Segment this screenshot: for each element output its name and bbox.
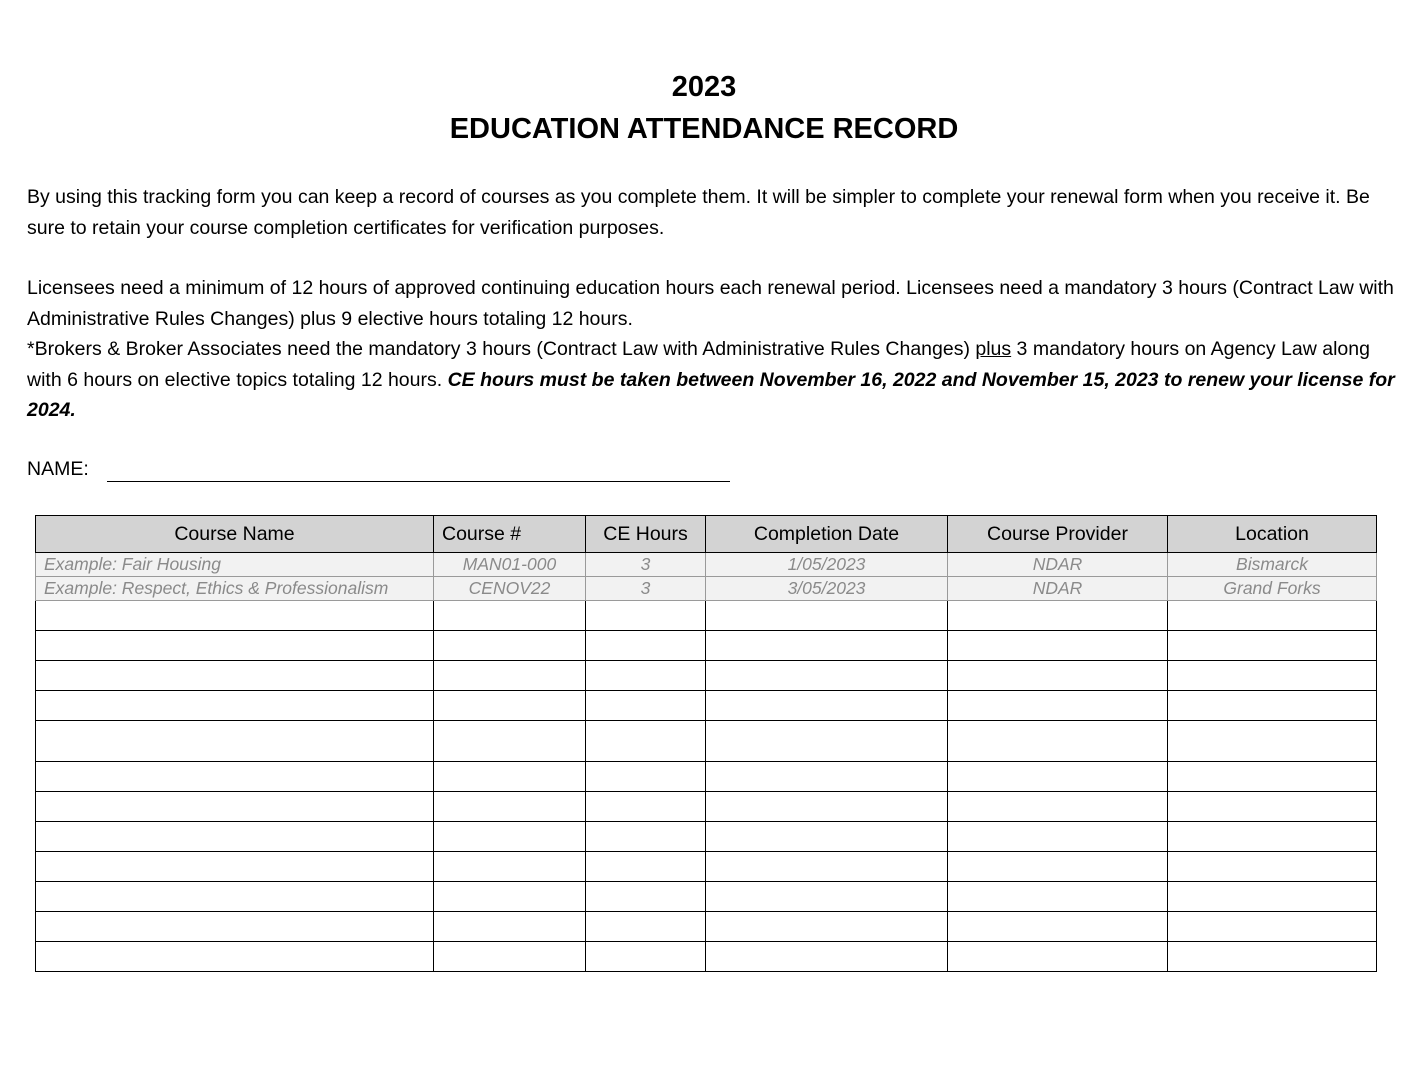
course-provider-cell[interactable] xyxy=(948,762,1168,792)
course-number-cell[interactable] xyxy=(434,882,586,912)
location-cell[interactable] xyxy=(1168,601,1377,631)
completion-date-cell[interactable] xyxy=(706,792,948,822)
course-name-cell[interactable] xyxy=(36,691,434,721)
table-row xyxy=(36,912,1377,942)
course-provider-cell[interactable] xyxy=(948,661,1168,691)
ce-hours-cell[interactable] xyxy=(586,822,706,852)
course-number-cell[interactable] xyxy=(434,601,586,631)
table-row xyxy=(36,822,1377,852)
location-cell[interactable] xyxy=(1168,792,1377,822)
example-row xyxy=(36,577,1377,601)
column-header-course-provider: Course Provider xyxy=(948,516,1168,553)
location-cell[interactable] xyxy=(1168,852,1377,882)
completion-date-cell[interactable] xyxy=(706,601,948,631)
course-name-cell[interactable] xyxy=(36,942,434,972)
course-number-cell[interactable] xyxy=(434,942,586,972)
completion-date-cell[interactable] xyxy=(706,721,948,762)
table-row xyxy=(36,661,1377,691)
example-course-name: Example: Respect, Ethics & Professionalism xyxy=(36,577,434,601)
course-name-cell[interactable] xyxy=(36,852,434,882)
broker-requirement-text: *Brokers & Broker Associates need the mandatory 3 hours (Contract Law with Administrative Rules Changes) xyxy=(27,338,976,360)
example-completion-date: 3/05/2023 xyxy=(706,577,948,601)
table-row xyxy=(36,942,1377,972)
location-cell[interactable] xyxy=(1168,762,1377,792)
example-row xyxy=(36,553,1377,577)
course-number-cell[interactable] xyxy=(434,631,586,661)
ce-hours-cell[interactable] xyxy=(586,721,706,762)
form-title: EDUCATION ATTENDANCE RECORD xyxy=(449,113,959,145)
location-cell[interactable] xyxy=(1168,631,1377,661)
form-year: 2023 xyxy=(671,71,737,103)
table-row xyxy=(36,762,1377,792)
example-course-name: Example: Fair Housing xyxy=(36,553,434,577)
table-row xyxy=(36,721,1377,762)
course-name-cell[interactable] xyxy=(36,822,434,852)
plus-emphasis: plus xyxy=(975,338,1012,360)
column-header-course-number: Course # xyxy=(434,516,586,553)
name-input-line[interactable] xyxy=(107,481,730,482)
completion-date-cell[interactable] xyxy=(706,661,948,691)
completion-date-cell[interactable] xyxy=(706,822,948,852)
column-header-completion-date: Completion Date xyxy=(706,516,948,553)
location-cell[interactable] xyxy=(1168,942,1377,972)
course-provider-cell[interactable] xyxy=(948,601,1168,631)
course-number-cell[interactable] xyxy=(434,691,586,721)
course-number-cell[interactable] xyxy=(434,852,586,882)
completion-date-cell[interactable] xyxy=(706,882,948,912)
column-header-location: Location xyxy=(1168,516,1377,553)
course-name-cell[interactable] xyxy=(36,661,434,691)
course-name-cell[interactable] xyxy=(36,631,434,661)
course-name-cell[interactable] xyxy=(36,792,434,822)
location-cell[interactable] xyxy=(1168,822,1377,852)
course-number-cell[interactable] xyxy=(434,792,586,822)
table-row xyxy=(36,852,1377,882)
course-number-cell[interactable] xyxy=(434,822,586,852)
ce-hours-cell[interactable] xyxy=(586,601,706,631)
location-cell[interactable] xyxy=(1168,912,1377,942)
course-name-cell[interactable] xyxy=(36,721,434,762)
ce-hours-cell[interactable] xyxy=(586,631,706,661)
course-number-cell[interactable] xyxy=(434,912,586,942)
course-provider-cell[interactable] xyxy=(948,882,1168,912)
example-location: Bismarck xyxy=(1168,553,1377,577)
table-header-row xyxy=(36,516,1377,553)
example-ce-hours: 3 xyxy=(586,577,706,601)
completion-date-cell[interactable] xyxy=(706,762,948,792)
course-provider-cell[interactable] xyxy=(948,822,1168,852)
ce-hours-cell[interactable] xyxy=(586,762,706,792)
ce-hours-cell[interactable] xyxy=(586,792,706,822)
licensee-requirement-text: Licensees need a minimum of 12 hours of approved continuing education hours each renewal period. Licensees need a mandatory 3 hours (Contract Law with Administrative Rules Changes) plus 9 elective hours totaling 12 hours. xyxy=(27,277,1394,330)
course-number-cell[interactable] xyxy=(434,661,586,691)
table-row xyxy=(36,882,1377,912)
table-row xyxy=(36,601,1377,631)
course-provider-cell[interactable] xyxy=(948,942,1168,972)
ce-hours-cell[interactable] xyxy=(586,912,706,942)
column-header-course-name: Course Name xyxy=(36,516,434,553)
name-label: NAME: xyxy=(27,458,89,480)
broker-requirement-text-cont: 3 mandatory hours on Agency Law along with 6 hours on elective topics totaling 12 hours. xyxy=(27,338,1370,391)
deadline-notice: CE hours must be taken between November 16, 2022 and November 15, 2023 to renew your license for 2024. xyxy=(27,368,1395,421)
ce-hours-cell[interactable] xyxy=(586,661,706,691)
location-cell[interactable] xyxy=(1168,882,1377,912)
course-name-cell[interactable] xyxy=(36,912,434,942)
ce-hours-cell[interactable] xyxy=(586,942,706,972)
example-course-number: MAN01-000 xyxy=(434,553,586,577)
table-row xyxy=(36,631,1377,661)
course-provider-cell[interactable] xyxy=(948,792,1168,822)
requirements-paragraph xyxy=(27,273,1397,426)
example-location: Grand Forks xyxy=(1168,577,1377,601)
completion-date-cell[interactable] xyxy=(706,631,948,661)
course-provider-cell[interactable] xyxy=(948,912,1168,942)
location-cell[interactable] xyxy=(1168,691,1377,721)
attendance-table xyxy=(35,515,1377,972)
example-completion-date: 1/05/2023 xyxy=(706,553,948,577)
example-ce-hours: 3 xyxy=(586,553,706,577)
course-name-cell[interactable] xyxy=(36,601,434,631)
ce-hours-cell[interactable] xyxy=(586,882,706,912)
ce-hours-cell[interactable] xyxy=(586,852,706,882)
ce-hours-cell[interactable] xyxy=(586,691,706,721)
course-name-cell[interactable] xyxy=(36,762,434,792)
course-provider-cell[interactable] xyxy=(948,691,1168,721)
table-row xyxy=(36,792,1377,822)
course-provider-cell[interactable] xyxy=(948,852,1168,882)
course-number-cell[interactable] xyxy=(434,762,586,792)
course-number-cell[interactable] xyxy=(434,721,586,762)
completion-date-cell[interactable] xyxy=(706,852,948,882)
course-provider-cell[interactable] xyxy=(948,631,1168,661)
completion-date-cell[interactable] xyxy=(706,691,948,721)
example-provider: NDAR xyxy=(948,577,1168,601)
example-provider: NDAR xyxy=(948,553,1168,577)
example-course-number: CENOV22 xyxy=(434,577,586,601)
completion-date-cell[interactable] xyxy=(706,912,948,942)
column-header-ce-hours: CE Hours xyxy=(586,516,706,553)
course-name-cell[interactable] xyxy=(36,882,434,912)
intro-paragraph: By using this tracking form you can keep a record of courses as you complete them. It will be simpler to complete your renewal form when you receive it. Be sure to retain your course completion certificates for verification purposes. xyxy=(27,186,1370,239)
table-row xyxy=(36,691,1377,721)
completion-date-cell[interactable] xyxy=(706,942,948,972)
location-cell[interactable] xyxy=(1168,661,1377,691)
location-cell[interactable] xyxy=(1168,721,1377,762)
course-provider-cell[interactable] xyxy=(948,721,1168,762)
